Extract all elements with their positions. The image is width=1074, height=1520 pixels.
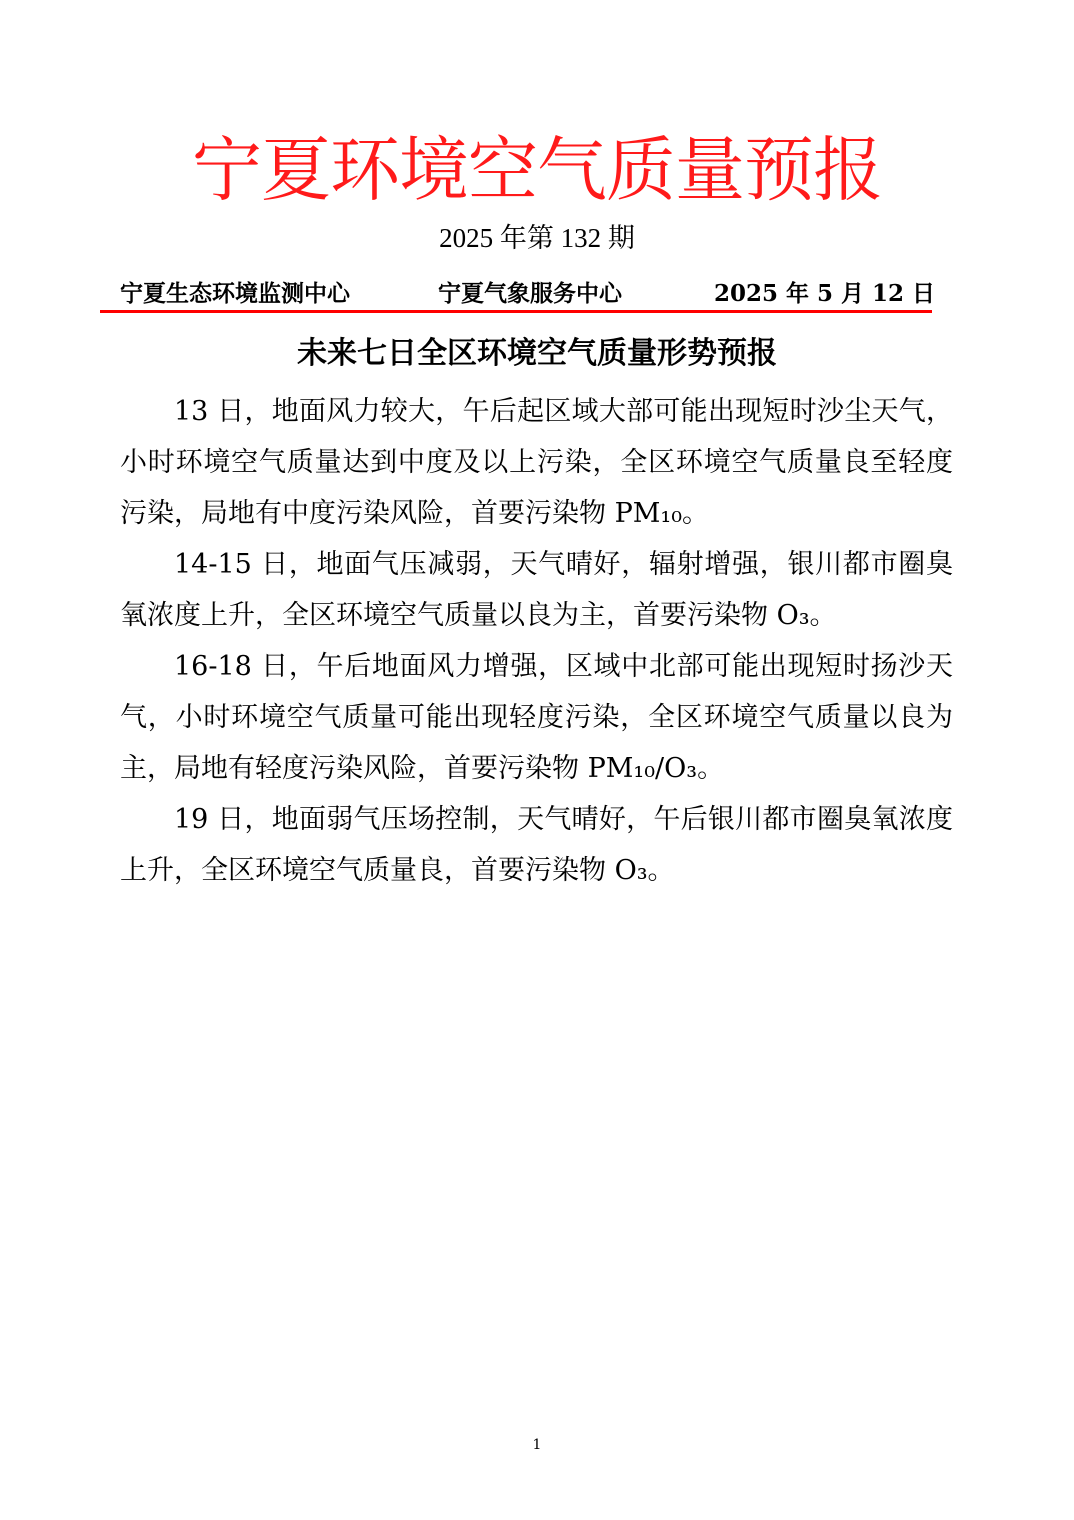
forecast-body bbox=[120, 386, 953, 896]
forecast-paragraph-day-14-15: 14-15 日，地面气压减弱，天气晴好，辐射增强，银川都市圈臭氧浓度上升，全区环境空气质量以良为主，首要污染物 O₃。 bbox=[120, 549, 953, 631]
red-divider-line bbox=[100, 310, 932, 313]
meteorological-center-name: 宁夏气象服务中心 bbox=[438, 280, 622, 307]
section-title: 未来七日全区环境空气质量形势预报 bbox=[297, 336, 777, 371]
forecast-paragraph-day-16-18: 16-18 日，午后地面风力增强，区域中北部可能出现短时扬沙天气，小时环境空气质量可能出现轻度污染，全区环境空气质量以良为主，局地有轻度污染风险，首要污染物 PM₁₀/O₃。 bbox=[120, 651, 953, 784]
issue-date: 2025 年 5 月 12 日 bbox=[713, 280, 935, 307]
page-number: 1 bbox=[532, 1437, 542, 1453]
forecast-paragraph-day-13: 13 日，地面风力较大，午后起区域大部可能出现短时沙尘天气，小时环境空气质量达到中度及以上污染，全区环境空气质量良至轻度污染，局地有中度污染风险，首要污染物 PM₁₀。 bbox=[120, 396, 953, 529]
forecast-paragraph-day-19: 19 日，地面弱气压场控制，天气晴好，午后银川都市圈臭氧浓度上升，全区环境空气质量良，首要污染物 O₃。 bbox=[120, 804, 953, 886]
issue-number: 2025 年第 132 期 bbox=[439, 223, 635, 253]
document-title: 宁夏环境空气质量预报 bbox=[192, 129, 882, 211]
monitoring-center-name: 宁夏生态环境监测中心 bbox=[120, 280, 350, 307]
header-row bbox=[120, 278, 935, 310]
